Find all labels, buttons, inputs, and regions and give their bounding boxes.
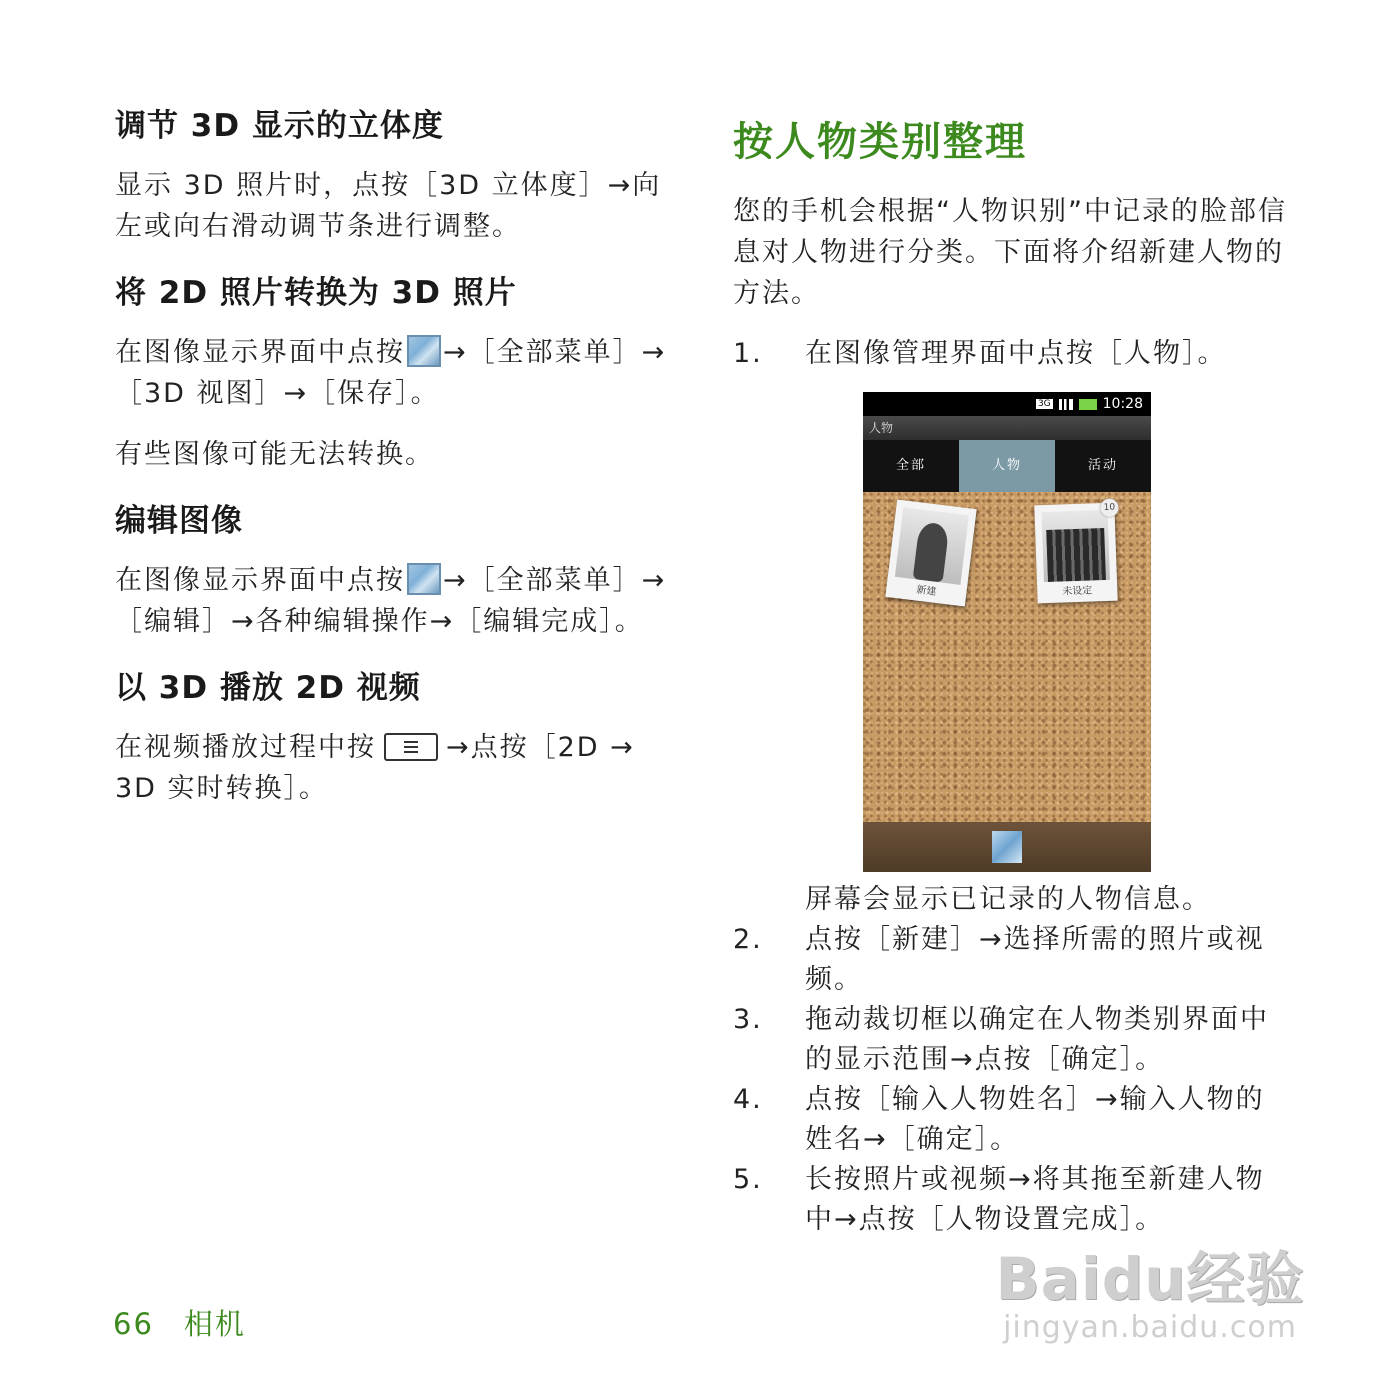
right-column	[733, 100, 1288, 1240]
person-silhouette-image	[895, 507, 969, 585]
heading-play-2d-video: 以 3D 播放 2D 视频	[115, 670, 421, 706]
card-caption: 未设定	[1062, 585, 1093, 598]
text-part: →［全部菜单］→［编辑］→各种编辑操作→［编辑完成］。	[115, 565, 667, 637]
step-number: 5.	[733, 1164, 763, 1195]
step-item	[733, 920, 1288, 1000]
step-list	[733, 920, 1288, 1240]
corkboard	[863, 492, 1151, 822]
battery-icon	[1079, 399, 1097, 410]
baidu-watermark	[990, 1232, 1310, 1345]
status-time: 10:28	[1102, 396, 1143, 412]
heading-edit-image: 编辑图像	[115, 503, 243, 539]
step-text: 长按照片或视频→将其拖至新建人物中→点按［人物设置完成］。	[805, 1164, 1265, 1235]
unset-person-card[interactable]	[1034, 503, 1117, 604]
text-part: 在图像显示界面中点按	[115, 337, 405, 368]
step-item	[733, 1160, 1288, 1240]
step-number: 2.	[733, 924, 763, 955]
step-item	[733, 1000, 1288, 1080]
step-text: 拖动裁切框以确定在人物类别界面中的显示范围→点按［确定］。	[805, 1004, 1269, 1075]
section-name: 相机	[183, 1307, 246, 1341]
crowd-shape	[1046, 528, 1106, 582]
status-bar	[863, 392, 1151, 416]
text-part: →［全部菜单］→［3D 视图］→［保存］。	[115, 337, 667, 409]
step-item	[733, 1080, 1288, 1160]
app-title: 人物	[863, 416, 1151, 440]
tab-all[interactable]: 全部	[895, 458, 926, 473]
note-conversion: 有些图像可能无法转换。	[115, 439, 434, 470]
para-edit-image	[115, 560, 675, 642]
silhouette-shape	[913, 521, 950, 582]
tab-bar	[863, 440, 1151, 492]
heading-2d-to-3d: 将 2D 照片转换为 3D 照片	[115, 275, 517, 311]
para-2d-to-3d	[115, 332, 675, 414]
tab-events[interactable]: 活动	[1087, 458, 1118, 473]
text-part: →点按［2D → 3D 实时转换］。	[115, 732, 635, 804]
count-badge: 10	[1100, 498, 1119, 517]
watermark-logo: Baidu经验	[995, 1245, 1305, 1313]
step-text: 点按［输入人物姓名］→输入人物的姓名→［确定］。	[805, 1084, 1265, 1155]
intro-paragraph: 您的手机会根据“人物识别”中记录的脸部信息对人物进行分类。下面将介绍新建人物的方法。	[733, 196, 1287, 309]
para-3d-depth: 显示 3D 照片时，点按［3D 立体度］→向左或向右滑动调节条进行调整。	[115, 170, 662, 242]
signal-icon	[1059, 399, 1073, 410]
watermark-url: jingyan.baidu.com	[1003, 1310, 1297, 1345]
page-footer	[113, 1302, 276, 1343]
page-number: 66	[113, 1307, 154, 1341]
phone-screenshot	[863, 392, 1151, 872]
step-item	[733, 334, 1288, 374]
step-number: 4.	[733, 1084, 763, 1115]
text-part: 在图像显示界面中点按	[115, 565, 405, 596]
step-number: 3.	[733, 1004, 763, 1035]
step-text: 点按［新建］→选择所需的照片或视频。	[805, 924, 1265, 995]
text-part: 在视频播放过程中按	[115, 732, 376, 763]
step-number: 1.	[733, 338, 763, 369]
camera-icon[interactable]	[992, 831, 1022, 863]
gallery-menu-icon	[407, 335, 441, 367]
network-badge: 3G	[1037, 399, 1051, 409]
card-caption: 新建	[915, 584, 937, 598]
tab-people[interactable]: 人物	[959, 440, 1055, 492]
menu-key-icon	[384, 733, 438, 761]
screenshot-caption: 屏幕会显示已记录的人物信息。	[805, 884, 1211, 915]
step-list	[733, 334, 1288, 374]
new-person-card[interactable]	[885, 499, 976, 606]
section-title: 按人物类别整理	[733, 119, 1027, 165]
bottom-bar	[863, 822, 1151, 872]
step-text: 在图像管理界面中点按［人物］。	[805, 338, 1227, 369]
left-column	[115, 100, 675, 829]
gallery-menu-icon	[407, 563, 441, 595]
crowd-image	[1042, 510, 1110, 582]
heading-3d-depth: 调节 3D 显示的立体度	[115, 108, 444, 144]
para-play-2d-video	[115, 727, 675, 809]
